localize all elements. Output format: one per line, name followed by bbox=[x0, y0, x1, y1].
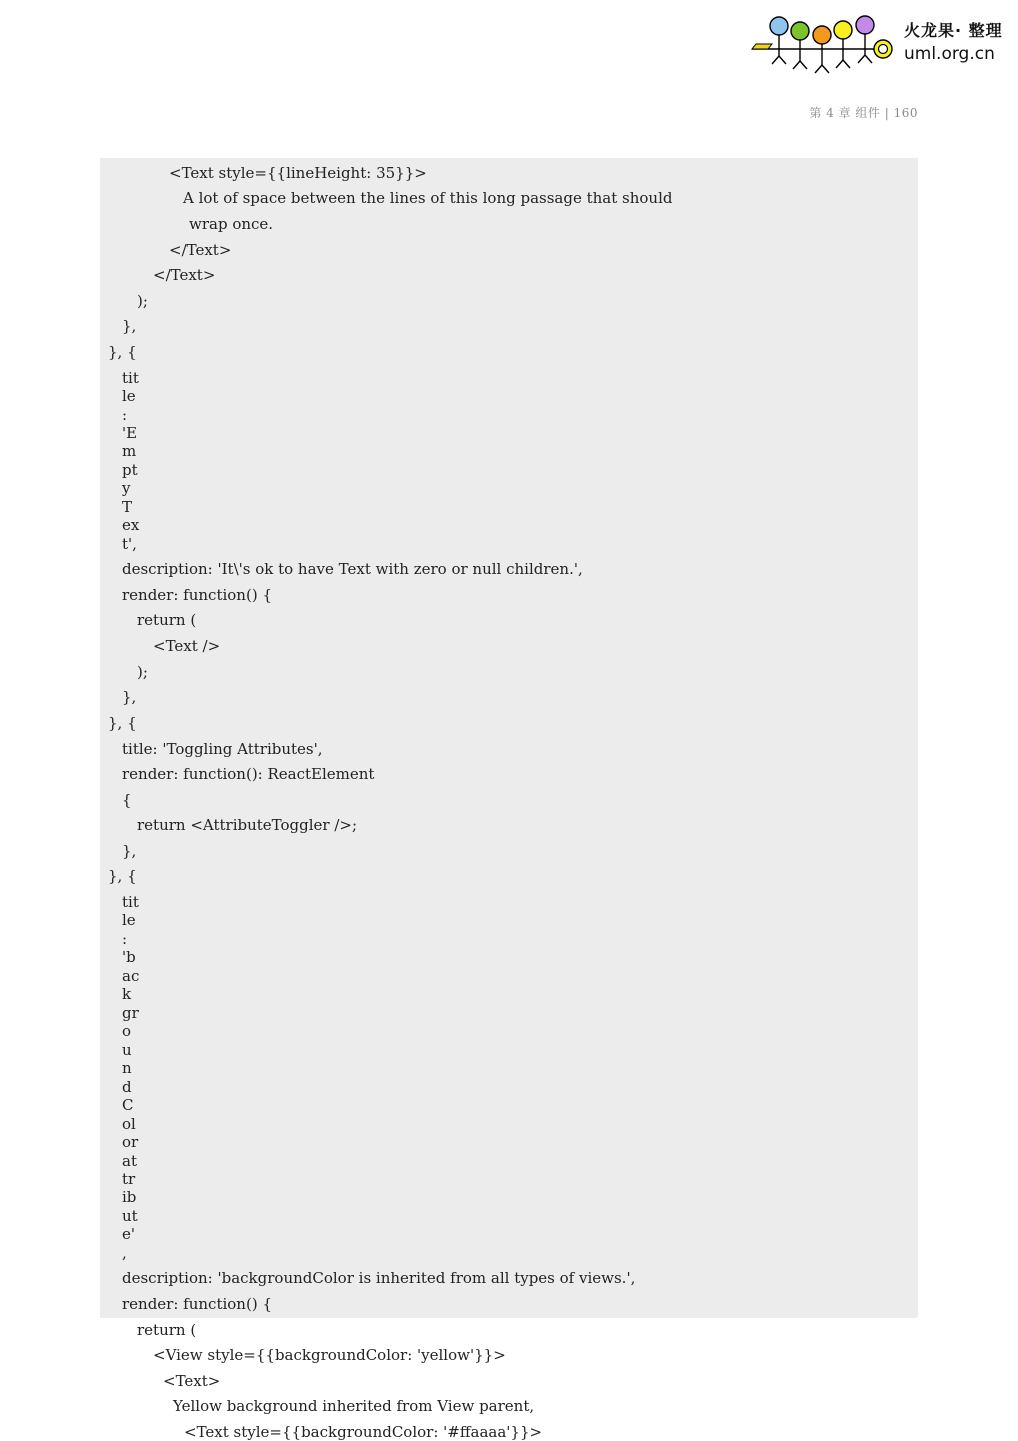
code-line: <Text> bbox=[163, 1372, 221, 1390]
code-line: title: 'Toggling Attributes', bbox=[122, 740, 323, 758]
code-line: </Text> bbox=[169, 241, 232, 259]
code-line: }, { bbox=[108, 714, 137, 732]
code-line: le bbox=[122, 387, 136, 405]
logo-chinese-name: 火龙果· 整理 bbox=[904, 21, 1003, 40]
code-line: render: function() { bbox=[122, 1295, 272, 1313]
code-line: <View style={{backgroundColor: 'yellow'}}> bbox=[153, 1346, 506, 1364]
code-line: n bbox=[122, 1059, 132, 1077]
code-line: : bbox=[122, 406, 128, 424]
code-line: }, bbox=[122, 688, 137, 706]
code-line: C bbox=[122, 1096, 134, 1114]
code-line: pt bbox=[122, 461, 138, 479]
code-line: ); bbox=[137, 663, 148, 681]
code-line: gr bbox=[122, 1004, 139, 1022]
code-line: ); bbox=[137, 292, 148, 310]
code-line: wrap once. bbox=[189, 215, 274, 233]
code-line: render: function(): ReactElement bbox=[122, 765, 375, 783]
code-line: y bbox=[122, 479, 131, 497]
code-line: return ( bbox=[137, 1321, 197, 1339]
code-line: m bbox=[122, 442, 137, 460]
code-line: tit bbox=[122, 369, 139, 387]
code-line: Yellow background inherited from View parent, bbox=[173, 1397, 535, 1415]
code-line: or bbox=[122, 1133, 139, 1151]
code-line: 'E bbox=[122, 424, 138, 442]
code-line: k bbox=[122, 985, 132, 1003]
code-line: at bbox=[122, 1152, 137, 1170]
code-line: <Text /> bbox=[153, 637, 221, 655]
code-line: }, bbox=[122, 317, 137, 335]
code-line: u bbox=[122, 1041, 132, 1059]
chapter-page-number: 第 4 章 组件 | 160 bbox=[809, 106, 918, 120]
logo-site-name: uml.org.cn bbox=[904, 44, 995, 64]
code-line: ac bbox=[122, 967, 140, 985]
code-line: le bbox=[122, 911, 136, 929]
code-line: <Text style={{lineHeight: 35}}> bbox=[169, 164, 427, 182]
code-line: }, { bbox=[108, 867, 137, 885]
code-line: , bbox=[122, 1244, 127, 1262]
code-line: ut bbox=[122, 1207, 138, 1225]
code-line: o bbox=[122, 1022, 132, 1040]
code-line: return <AttributeToggler />; bbox=[137, 816, 358, 834]
code-line: render: function() { bbox=[122, 586, 272, 604]
code-line: }, { bbox=[108, 343, 137, 361]
code-line: return ( bbox=[137, 611, 197, 629]
code-line: ib bbox=[122, 1188, 137, 1206]
code-line: ex bbox=[122, 516, 140, 534]
code-line: e' bbox=[122, 1225, 136, 1243]
code-line: A lot of space between the lines of this long passage that should bbox=[183, 189, 673, 207]
code-line: d bbox=[122, 1078, 132, 1096]
code-line: </Text> bbox=[153, 266, 216, 284]
code-line: T bbox=[122, 498, 133, 516]
code-line: : bbox=[122, 930, 128, 948]
code-line: }, bbox=[122, 842, 137, 860]
code-line: tr bbox=[122, 1170, 136, 1188]
code-line: description: 'It\'s ok to have Text with zero or null children.', bbox=[122, 560, 583, 578]
code-line: description: 'backgroundColor is inherited from all types of views.', bbox=[122, 1269, 636, 1287]
code-line: { bbox=[122, 791, 132, 809]
code-line: <Text style={{backgroundColor: '#ffaaaa'}}> bbox=[184, 1423, 543, 1441]
code-line: 'b bbox=[122, 948, 136, 966]
code-line: t', bbox=[122, 535, 137, 553]
code-line: ol bbox=[122, 1115, 136, 1133]
code-line: tit bbox=[122, 893, 139, 911]
